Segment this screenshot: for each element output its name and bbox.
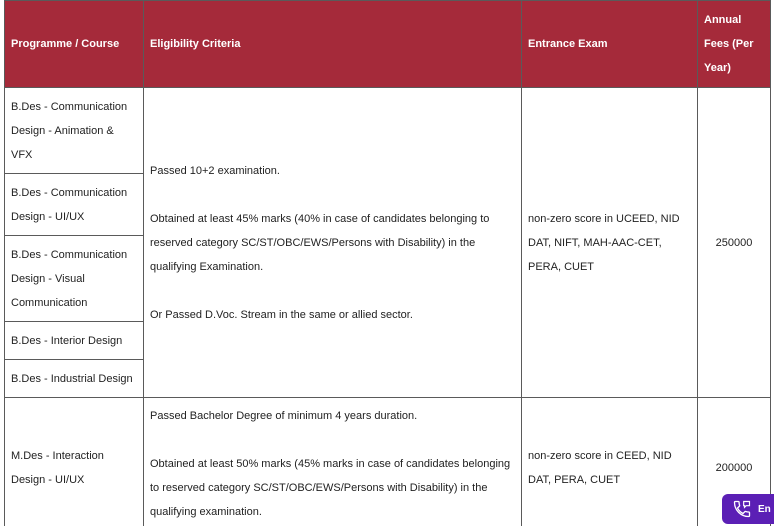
header-programme: Programme / Course xyxy=(5,1,144,88)
chat-button[interactable] xyxy=(722,494,774,524)
header-eligibility: Eligibility Criteria xyxy=(144,1,522,88)
programme-cell: B.Des - Communication Design - Animation & VFX xyxy=(5,88,144,174)
entrance-exam-cell: non-zero score in CEED, NID DAT, PERA, CUET xyxy=(522,398,698,526)
header-entrance-exam: Entrance Exam xyxy=(522,1,698,88)
table-row xyxy=(5,88,771,174)
programme-cell: B.Des - Communication Design - UI/UX xyxy=(5,174,144,236)
fees-cell: 200000 xyxy=(698,398,771,526)
programme-cell: M.Des - Interaction Design - UI/UX xyxy=(5,398,144,526)
eligibility-text: Passed 10+2 examination. xyxy=(150,164,280,177)
phone-chat-icon xyxy=(732,499,752,519)
eligibility-cell xyxy=(144,88,522,398)
programme-table xyxy=(4,0,771,526)
eligibility-cell xyxy=(144,398,522,526)
programme-cell: B.Des - Industrial Design xyxy=(5,360,144,398)
eligibility-text: Obtained at least 45% marks (40% in case of candidates belonging to reserved category SC/ST/OBC/EWS/Persons with Disability) in the qualifying Examination. xyxy=(150,212,490,273)
entrance-exam-cell: non-zero score in UCEED, NID DAT, NIFT, MAH-AAC-CET, PERA, CUET xyxy=(522,88,698,398)
chat-label: En xyxy=(758,503,771,515)
programme-cell: B.Des - Communication Design - Visual Communication xyxy=(5,236,144,322)
eligibility-text: Obtained at least 50% marks (45% marks in case of candidates belonging to reserved category SC/ST/OBC/EWS/Persons with Disability) in the qualifying examination. xyxy=(150,458,511,518)
table-row xyxy=(5,398,771,526)
header-annual-fees: Annual Fees (Per Year) xyxy=(698,1,771,88)
programme-cell: B.Des - Interior Design xyxy=(5,322,144,360)
eligibility-text: Passed Bachelor Degree of minimum 4 years duration. xyxy=(150,410,418,422)
eligibility-text: Or Passed D.Voc. Stream in the same or allied sector. xyxy=(150,308,413,321)
table-header-row xyxy=(5,1,771,88)
fees-cell: 250000 xyxy=(698,88,771,398)
